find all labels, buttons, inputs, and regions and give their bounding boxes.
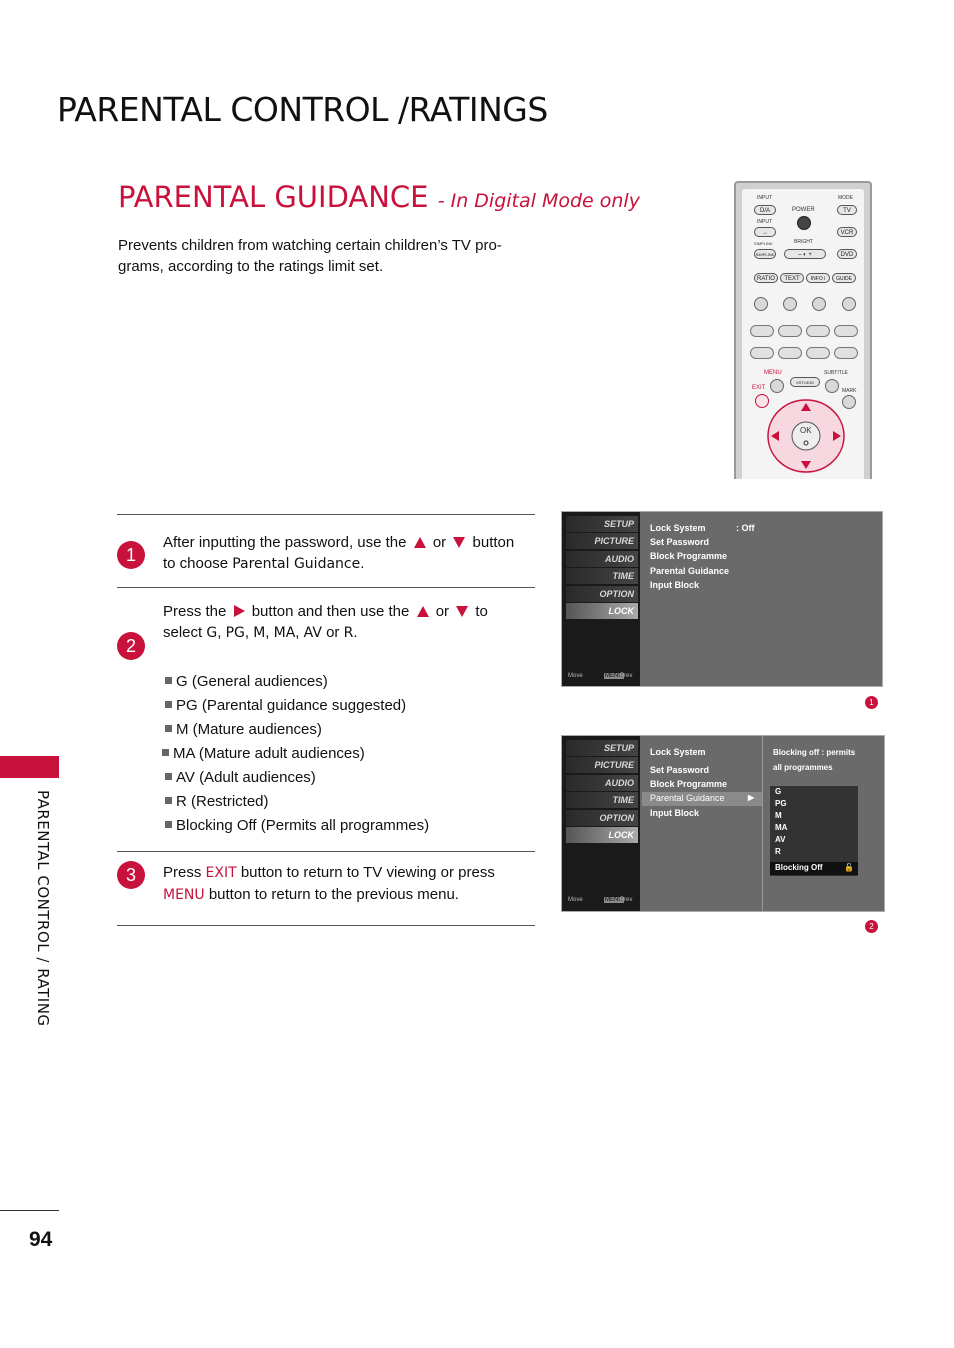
tv-menu-screenshot-2 xyxy=(561,735,885,912)
rating-r-label: R xyxy=(343,625,354,641)
color-button-icon[interactable] xyxy=(842,297,856,311)
comma: , xyxy=(295,624,300,641)
bullet-icon xyxy=(165,821,172,828)
bullet-text: Blocking Off (Permits all programmes) xyxy=(176,817,430,834)
page-number-rule xyxy=(0,1210,59,1211)
rating-option-m[interactable]: M xyxy=(775,811,782,820)
bullet-text: R (Restricted) xyxy=(176,793,269,810)
rating-option-ma[interactable]: MA xyxy=(775,823,788,832)
side-tab-marker xyxy=(0,756,59,778)
footer-prev: Prev xyxy=(620,897,633,903)
bullet-icon xyxy=(165,677,172,684)
remote-menu-label: MENU xyxy=(764,370,782,376)
remote-ratio-button[interactable]: RATIO xyxy=(754,273,778,283)
tab-option[interactable]: OPTION xyxy=(566,810,638,826)
footer-menu-key: MENU xyxy=(605,673,623,679)
remote-input2-label: INPUT xyxy=(757,219,772,225)
tv-menu-screenshot-1 xyxy=(561,511,883,687)
rewind-icon[interactable] xyxy=(778,347,802,359)
tab-picture[interactable]: PICTURE xyxy=(566,757,638,773)
list-item xyxy=(165,790,429,814)
menu-item-set-password[interactable]: Set Password xyxy=(650,765,710,775)
remote-mode-label: MODE xyxy=(838,195,853,201)
step-1-line1-a: After inputting the password, use the xyxy=(163,534,407,551)
tab-audio[interactable]: AUDIO xyxy=(566,551,638,567)
brightness-rocker[interactable]: – ◐ + xyxy=(784,249,826,259)
divider xyxy=(117,925,535,926)
page-title: PARENTAL CONTROL /RATINGS xyxy=(57,90,548,129)
remote-mark-label: MARK xyxy=(842,388,857,394)
step-3-badge: 3 xyxy=(117,861,145,889)
remote-input-label: INPUT xyxy=(757,195,772,201)
remote-simplink-button[interactable]: SIMPLINK xyxy=(754,249,776,259)
rating-option-g[interactable]: G xyxy=(775,787,782,796)
remote-dvd-button[interactable]: DVD xyxy=(837,249,857,259)
menu-key-label: MENU xyxy=(163,887,205,903)
divider xyxy=(117,587,535,588)
list-item xyxy=(165,718,429,742)
step-1-text xyxy=(163,532,535,575)
tab-time[interactable]: TIME xyxy=(566,792,638,808)
step-2-text: Press the button and then use the or to select G, PG, M, MA, AV or R. xyxy=(163,603,488,641)
step-2-or: or xyxy=(435,603,450,620)
section-subtitle: - In Digital Mode only xyxy=(437,190,640,212)
intro-line-2: grams, according to the ratings limit set. xyxy=(118,258,384,275)
tab-time[interactable]: TIME xyxy=(566,568,638,584)
remote-bright-label: BRIGHT xyxy=(794,239,813,245)
rating-av-label: AV xyxy=(303,625,322,641)
remote-vcr-button[interactable]: VCR xyxy=(837,227,857,237)
tab-lock[interactable]: LOCK xyxy=(566,603,638,619)
up-arrow-icon xyxy=(414,537,426,548)
lock-system-value: : Off xyxy=(736,523,755,533)
screenshot-2-badge: 2 xyxy=(865,920,878,933)
bullet-text: M (Mature audiences) xyxy=(176,721,322,738)
remote-text-button[interactable]: TEXT xyxy=(780,273,804,283)
menu-item-parental-guidance-highlight[interactable] xyxy=(642,792,762,806)
power-icon[interactable] xyxy=(797,216,811,230)
rating-options-list xyxy=(770,786,858,876)
panel-divider xyxy=(762,736,763,911)
tv-menu-sidebar xyxy=(562,512,640,686)
step-2-line1-a: Press the xyxy=(163,603,227,620)
tab-setup[interactable]: SETUP xyxy=(566,516,638,532)
step-2-line1-b: button and then use the xyxy=(251,603,410,620)
bullet-icon xyxy=(165,701,172,708)
tab-setup[interactable]: SETUP xyxy=(566,740,638,756)
step-3-line2-b: button to return to the previous menu. xyxy=(208,886,459,903)
color-button-icon[interactable] xyxy=(812,297,826,311)
remote-tv-button[interactable]: TV xyxy=(837,205,857,215)
step-2-select: select xyxy=(163,624,203,641)
tv-menu-sidebar xyxy=(562,736,640,911)
tab-audio[interactable]: AUDIO xyxy=(566,775,638,791)
screenshot-1-badge: 1 xyxy=(865,696,878,709)
right-arrow-icon xyxy=(234,605,245,617)
menu-item-block-programme[interactable]: Block Programme xyxy=(650,779,728,789)
list-item xyxy=(162,742,429,766)
step-2-or2: or xyxy=(326,624,340,641)
step-1-line1-b: button xyxy=(472,534,515,551)
menu-item-parental-guidance[interactable]: Parental Guidance xyxy=(650,566,730,576)
step-3-line1-b: button to return to TV viewing or press xyxy=(240,864,495,881)
menu-item-input-block[interactable]: Input Block xyxy=(650,808,699,818)
color-button-icon[interactable] xyxy=(783,297,797,311)
menu-item-lock-system[interactable]: Lock System xyxy=(650,747,706,757)
remote-exit-label: EXIT xyxy=(752,385,766,391)
submenu-arrow-icon: ▶ xyxy=(748,793,755,802)
description-line-1: Blocking off : permits xyxy=(773,748,856,757)
step-1-or: or xyxy=(432,534,447,551)
stop-icon[interactable] xyxy=(750,325,774,337)
section-title xyxy=(118,180,640,214)
list-item xyxy=(165,766,429,790)
intro-text xyxy=(118,235,538,277)
bullet-text: AV (Adult audiences) xyxy=(176,769,316,786)
bullet-icon xyxy=(165,797,172,804)
side-section-label: PARENTAL CONTROL / RATING xyxy=(34,790,52,1027)
bullet-text: G (General audiences) xyxy=(176,673,328,690)
menu-item-block-programme[interactable]: Block Programme xyxy=(650,551,728,561)
bullet-text: PG (Parental guidance suggested) xyxy=(176,697,407,714)
bullet-text: MA (Mature adult audiences) xyxy=(173,745,365,762)
step-1-parental-guidance: Parental Guidance xyxy=(232,556,361,572)
bullet-icon xyxy=(165,725,172,732)
step-2-badge: 2 xyxy=(117,632,145,660)
rating-option-av[interactable]: AV xyxy=(775,835,786,844)
remote-info-button[interactable]: INFO i xyxy=(806,273,830,283)
remote-xstudio-button[interactable]: XSTUDIO xyxy=(790,377,820,387)
remote-control-illustration xyxy=(734,181,872,479)
exit-key-label: EXIT xyxy=(205,865,237,881)
tab-option[interactable]: OPTION xyxy=(566,586,638,602)
up-arrow-icon xyxy=(417,606,429,617)
bullet-icon xyxy=(162,749,169,756)
step-1-period: . xyxy=(360,555,365,572)
remote-da-button[interactable]: D/A xyxy=(754,205,776,215)
input-arrow-icon[interactable]: → xyxy=(754,227,776,237)
footer-move: Move xyxy=(568,673,583,679)
intro-line-1: Prevents children from watching certain children’s TV pro- xyxy=(118,237,502,254)
comma: , xyxy=(217,624,222,641)
remote-guide-button[interactable]: GUIDE xyxy=(832,273,856,283)
step-1-badge: 1 xyxy=(117,541,145,569)
skip-back-icon[interactable] xyxy=(750,347,774,359)
subtitle-button-icon[interactable] xyxy=(825,379,839,393)
remote-face xyxy=(742,189,864,479)
pause-icon[interactable] xyxy=(806,325,830,337)
rating-option-pg[interactable]: PG xyxy=(775,799,787,808)
page-number: 94 xyxy=(29,1228,53,1251)
down-arrow-icon xyxy=(456,606,468,617)
list-item xyxy=(165,814,429,838)
footer-move: Move xyxy=(568,897,583,903)
section-title-text: PARENTAL GUIDANCE xyxy=(118,180,429,214)
divider xyxy=(117,514,535,515)
comma: , xyxy=(244,624,250,641)
remote-simplink-logo: SIMPLINK xyxy=(754,241,773,246)
rating-pg-label: PG xyxy=(225,625,245,641)
navigation-ring-icon[interactable] xyxy=(766,397,846,475)
menu-button-icon[interactable] xyxy=(770,379,784,393)
rating-ma-label: MA xyxy=(273,625,296,641)
list-item xyxy=(165,694,429,718)
menu-item-input-block[interactable]: Input Block xyxy=(650,580,699,590)
comma: , xyxy=(265,624,270,641)
rating-m-label: M xyxy=(253,625,266,641)
rating-option-r[interactable]: R xyxy=(775,847,781,856)
tab-picture[interactable]: PICTURE xyxy=(566,533,638,549)
step-1-line2-a: to choose xyxy=(163,555,229,572)
down-arrow-icon xyxy=(453,537,465,548)
rating-option-blocking-off[interactable] xyxy=(770,862,858,875)
remote-subtitle-label: SUBTITLE xyxy=(824,370,848,376)
footer-menu-key: MENU xyxy=(605,897,623,903)
rating-g-label: G xyxy=(206,625,218,641)
description-line-2: all programmes xyxy=(773,763,833,772)
remote-ok-label: OK xyxy=(800,426,812,435)
footer-prev: Prev xyxy=(620,673,633,679)
step-3-text xyxy=(163,862,535,906)
list-item xyxy=(165,670,429,694)
color-button-icon[interactable] xyxy=(754,297,768,311)
skip-forward-icon[interactable] xyxy=(834,347,858,359)
unlock-icon: 🔓 xyxy=(844,863,854,872)
tab-lock[interactable]: LOCK xyxy=(566,827,638,843)
remote-power-label: POWER xyxy=(792,207,815,213)
menu-item-set-password[interactable]: Set Password xyxy=(650,537,710,547)
rating-bullet-list xyxy=(165,670,429,838)
step-3-press: Press xyxy=(163,864,202,881)
menu-item-lock-system[interactable]: Lock System xyxy=(650,523,706,533)
bullet-icon xyxy=(165,773,172,780)
fast-forward-icon[interactable] xyxy=(806,347,830,359)
menu-item-parental-guidance: Parental Guidance xyxy=(650,793,725,803)
play-icon[interactable] xyxy=(778,325,802,337)
record-icon[interactable] xyxy=(834,325,858,337)
blocking-off-label: Blocking Off xyxy=(775,863,823,872)
step-2-line1-c: to xyxy=(475,603,488,620)
divider xyxy=(117,851,535,852)
